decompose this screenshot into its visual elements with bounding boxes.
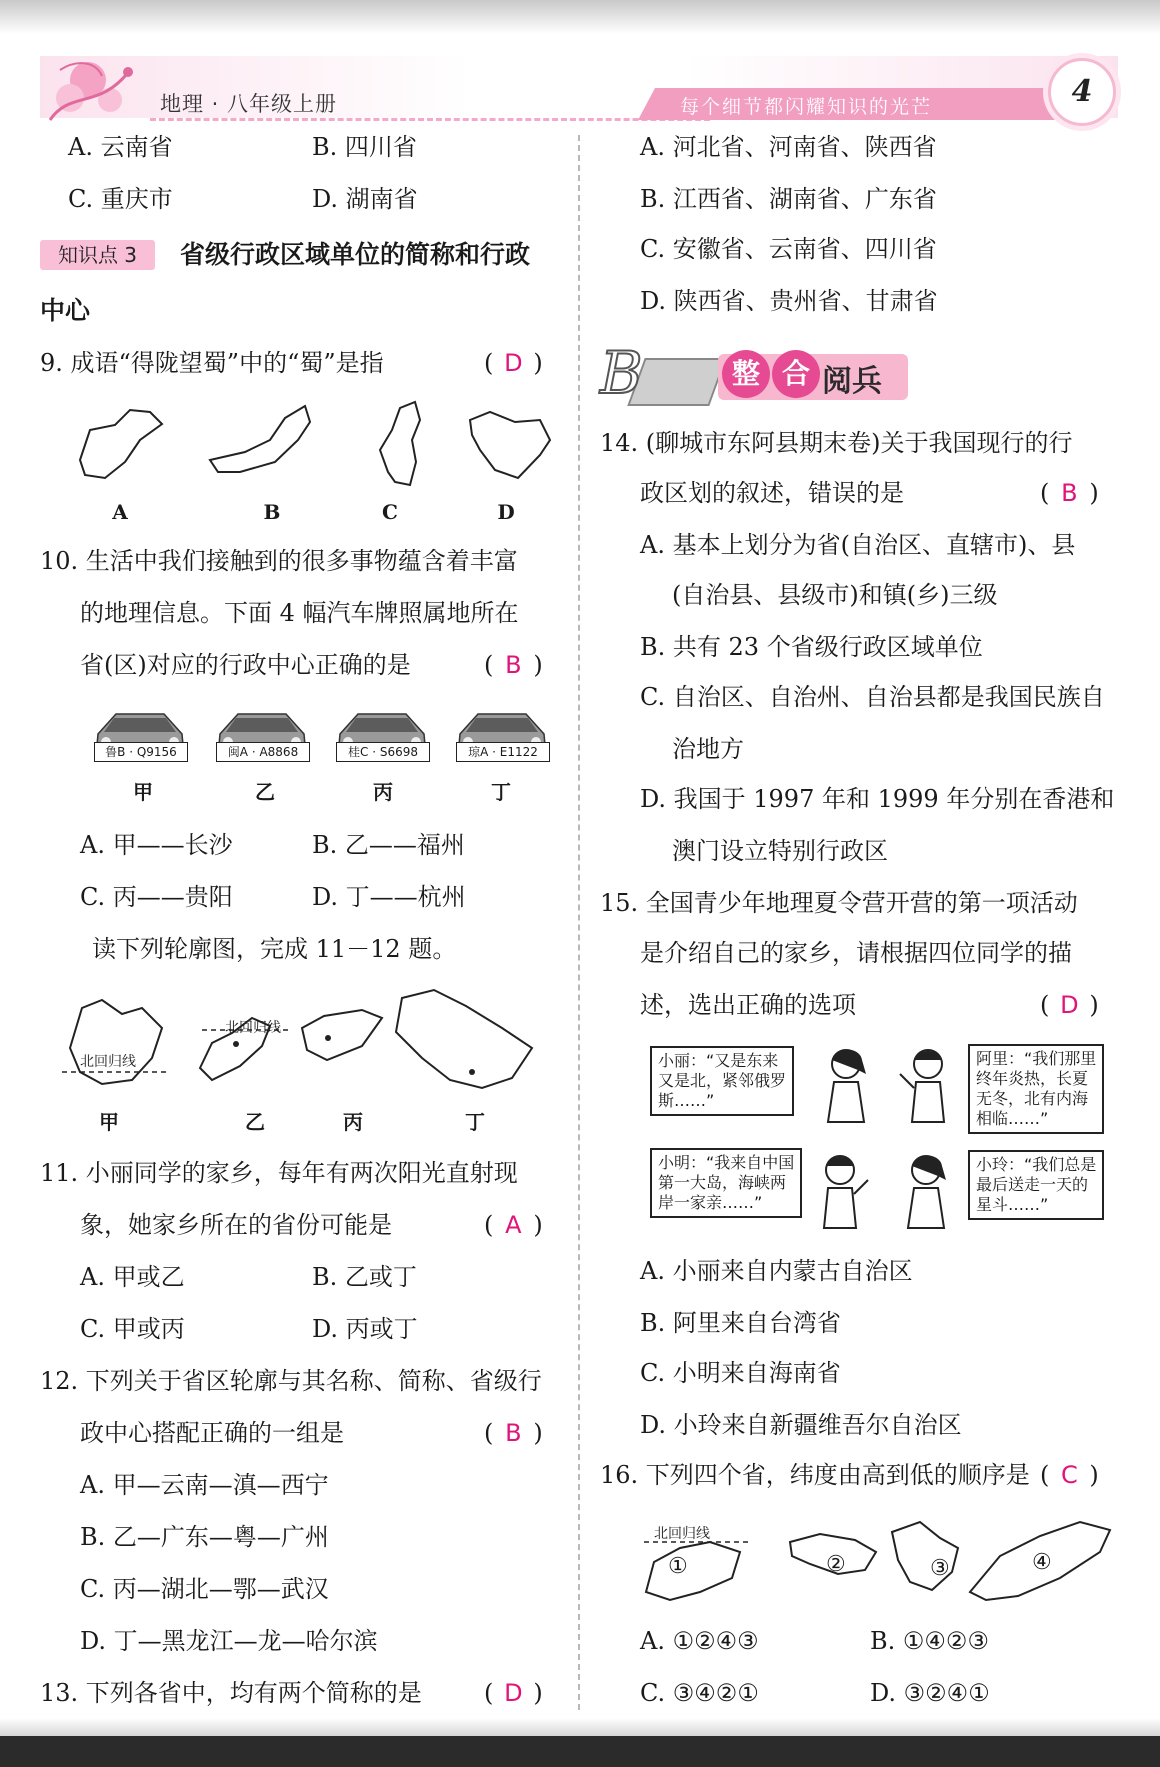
option-text: D. 陕西省、贵州省、甘肃省 [640, 287, 938, 315]
option-text: A. 云南省 [68, 133, 173, 161]
question-12-line-2: 政中心搭配正确的一组是 [80, 1419, 344, 1447]
car-label: 丙 [373, 780, 393, 804]
car-image [88, 706, 192, 784]
tropic-label: 北回归线 [80, 1054, 136, 1070]
option-text: C. ③④②① [640, 1679, 759, 1707]
license-plate: 琼A · E1122 [456, 742, 550, 762]
floral-ornament-icon [40, 50, 150, 128]
option-text: A. ①②④③ [640, 1627, 759, 1655]
question-10-line-3: 省(区)对应的行政中心正确的是 [80, 651, 411, 679]
speech-bubble: 小丽：“又是东来 又是北，紧邻俄罗 斯……” [650, 1046, 794, 1116]
car-label: 甲 [133, 780, 153, 804]
student-boy-icon [810, 1150, 870, 1230]
figure-label: D [497, 500, 515, 524]
car-image [210, 706, 314, 784]
figure-label: C [382, 500, 398, 524]
tropic-label: 北回归线 [654, 1526, 710, 1542]
section-letter: B [600, 339, 643, 407]
question-9-stem: 9. 成语“得陇望蜀”中的“蜀”是指 [40, 349, 384, 377]
question-15-line-2: 是介绍自己的家乡，请根据四位同学的描 [640, 939, 1072, 967]
option-text: D. 丁—黑龙江—龙—哈尔滨 [80, 1627, 378, 1655]
option-text: C. 小明来自海南省 [640, 1359, 841, 1387]
option-text: A. 甲——长沙 [80, 831, 233, 859]
option-text: D. 我国于 1997 年和 1999 年分别在香港和 [640, 785, 1115, 813]
banner-circle-char: 整 [722, 350, 770, 398]
question-13-stem: 13. 下列各省中，均有两个简称的是 [40, 1679, 422, 1707]
option-text: A. 河北省、河南省、陕西省 [640, 133, 937, 161]
figure-label: A [112, 500, 128, 524]
student-boy-icon [898, 1044, 958, 1124]
knowledge-point-tag: 知识点 3 [40, 240, 155, 270]
option-text: A. 小丽来自内蒙古自治区 [640, 1257, 913, 1285]
option-text: D. 湖南省 [312, 185, 418, 213]
option-text: A. 甲或乙 [80, 1263, 185, 1291]
province-map-figure [62, 988, 542, 1098]
column-divider [578, 135, 580, 1710]
bottom-bar [0, 1736, 1160, 1767]
option-text: B. 共有 23 个省级行政区域单位 [640, 633, 983, 661]
question-14-answer: ( B ) [1040, 479, 1099, 507]
speech-bubble: 小玲：“我们总是 最后送走一天的 星斗……” [968, 1150, 1104, 1220]
option-text: B. 乙或丁 [312, 1263, 417, 1291]
question-12-answer: ( B ) [484, 1419, 543, 1447]
car-label: 丁 [491, 780, 511, 804]
map-label: 丁 [465, 1110, 485, 1134]
option-text: B. ①④②③ [870, 1627, 989, 1655]
option-text: C. 安徽省、云南省、四川省 [640, 235, 937, 263]
question-14-line-1: 14. (聊城市东阿县期末卷)关于我国现行的行 [600, 429, 1073, 457]
book-title: 地理 · 八年级上册 [160, 92, 338, 116]
shape-number: ② [826, 1552, 846, 1577]
license-plate: 鲁B · Q9156 [94, 742, 188, 762]
question-14-line-2: 政区划的叙述，错误的是 [640, 479, 904, 507]
banner-word: 阅兵 [822, 364, 882, 399]
option-text: B. 乙——福州 [312, 831, 465, 859]
question-11-answer: ( A ) [484, 1211, 543, 1239]
question-10-answer: ( B ) [484, 651, 543, 679]
student-girl-icon [816, 1044, 876, 1124]
section-banner [600, 340, 910, 406]
car-image [330, 706, 434, 784]
question-11-line-2: 象，她家乡所在的省份可能是 [80, 1211, 392, 1239]
car-label: 乙 [255, 780, 275, 804]
option-text: C. 重庆市 [68, 185, 173, 213]
speech-bubble: 小明：“我来自中国 第一大岛，海峡两 岸一家亲……” [650, 1148, 802, 1218]
province-outline-figure [70, 400, 560, 490]
option-text-cont: (自治县、县级市)和镇(乡)三级 [672, 581, 998, 609]
header-dashed-line [150, 118, 710, 121]
knowledge-point-title-cont: 中心 [40, 296, 91, 325]
option-text: C. 丙——贵阳 [80, 883, 233, 911]
speech-bubble: 阿里：“我们那里 终年炎热，长夏 无冬，北有内海 相临……” [968, 1044, 1104, 1134]
option-text: D. 丙或丁 [312, 1315, 418, 1343]
option-text: C. 甲或丙 [80, 1315, 185, 1343]
option-text-cont: 澳门设立特别行政区 [672, 837, 888, 865]
question-11-line-1: 11. 小丽同学的家乡，每年有两次阳光直射现 [40, 1159, 518, 1187]
province-outlines [70, 400, 560, 490]
map-label: 丙 [343, 1110, 363, 1134]
option-text: D. 小玲来自新疆维吾尔自治区 [640, 1411, 962, 1439]
question-15-line-3: 述，选出正确的选项 [640, 991, 856, 1019]
shape-number: ① [668, 1554, 688, 1579]
tropic-label: 北回归线 [225, 1020, 281, 1036]
shape-number: ④ [1032, 1550, 1052, 1575]
option-text: C. 自治区、自治州、自治县都是我国民族自 [640, 683, 1105, 711]
question-12-line-1: 12. 下列关于省区轮廓与其名称、简称、省级行 [40, 1367, 542, 1395]
question-15-line-1: 15. 全国青少年地理夏令营开营的第一项活动 [600, 889, 1078, 917]
question-13-answer: ( D ) [484, 1679, 543, 1707]
page-number: 4 [1048, 58, 1116, 126]
question-10-line-1: 10. 生活中我们接触到的很多事物蕴含着丰富 [40, 547, 518, 575]
option-text-cont: 治地方 [672, 735, 744, 763]
map-label: 乙 [245, 1110, 265, 1134]
knowledge-point-title: 省级行政区域单位的简称和行政 [180, 240, 531, 269]
question-16-answer: ( C ) [1040, 1461, 1099, 1489]
option-text: B. 四川省 [312, 133, 417, 161]
province-maps [62, 988, 542, 1098]
option-text: A. 基本上划分为省(自治区、直辖市)、县 [640, 531, 1076, 559]
figure-label: B [263, 500, 281, 524]
option-text: D. ③②④① [870, 1679, 990, 1707]
question-15-answer: ( D ) [1040, 991, 1099, 1019]
student-girl-icon [896, 1150, 956, 1230]
question-9-answer: ( D ) [484, 349, 543, 377]
question-16-stem: 16. 下列四个省，纬度由高到低的顺序是 [600, 1461, 1030, 1489]
option-text: C. 丙—湖北—鄂—武汉 [80, 1575, 329, 1603]
slogan-text: 每个细节都闪耀知识的光芒 [680, 96, 933, 118]
option-text: B. 阿里来自台湾省 [640, 1309, 841, 1337]
option-text: D. 丁——杭州 [312, 883, 466, 911]
license-plate: 闽A · A8868 [216, 742, 310, 762]
bottom-shadow [0, 1718, 1160, 1736]
question-10-line-2: 的地理信息。下面 4 幅汽车牌照属地所在 [80, 599, 519, 627]
option-text: A. 甲—云南—滇—西宁 [80, 1471, 329, 1499]
car-image [450, 706, 554, 784]
top-shadow [0, 0, 1160, 34]
license-plate: 桂C · S6698 [336, 742, 430, 762]
reading-prompt: 读下列轮廓图，完成 11－12 题。 [92, 935, 457, 963]
shape-number: ③ [930, 1556, 950, 1581]
option-text: B. 江西省、湖南省、广东省 [640, 185, 937, 213]
option-text: B. 乙—广东—粤—广州 [80, 1523, 329, 1551]
map-label: 甲 [99, 1110, 119, 1134]
page-header [40, 50, 1118, 128]
banner-circle-char: 合 [772, 350, 820, 398]
